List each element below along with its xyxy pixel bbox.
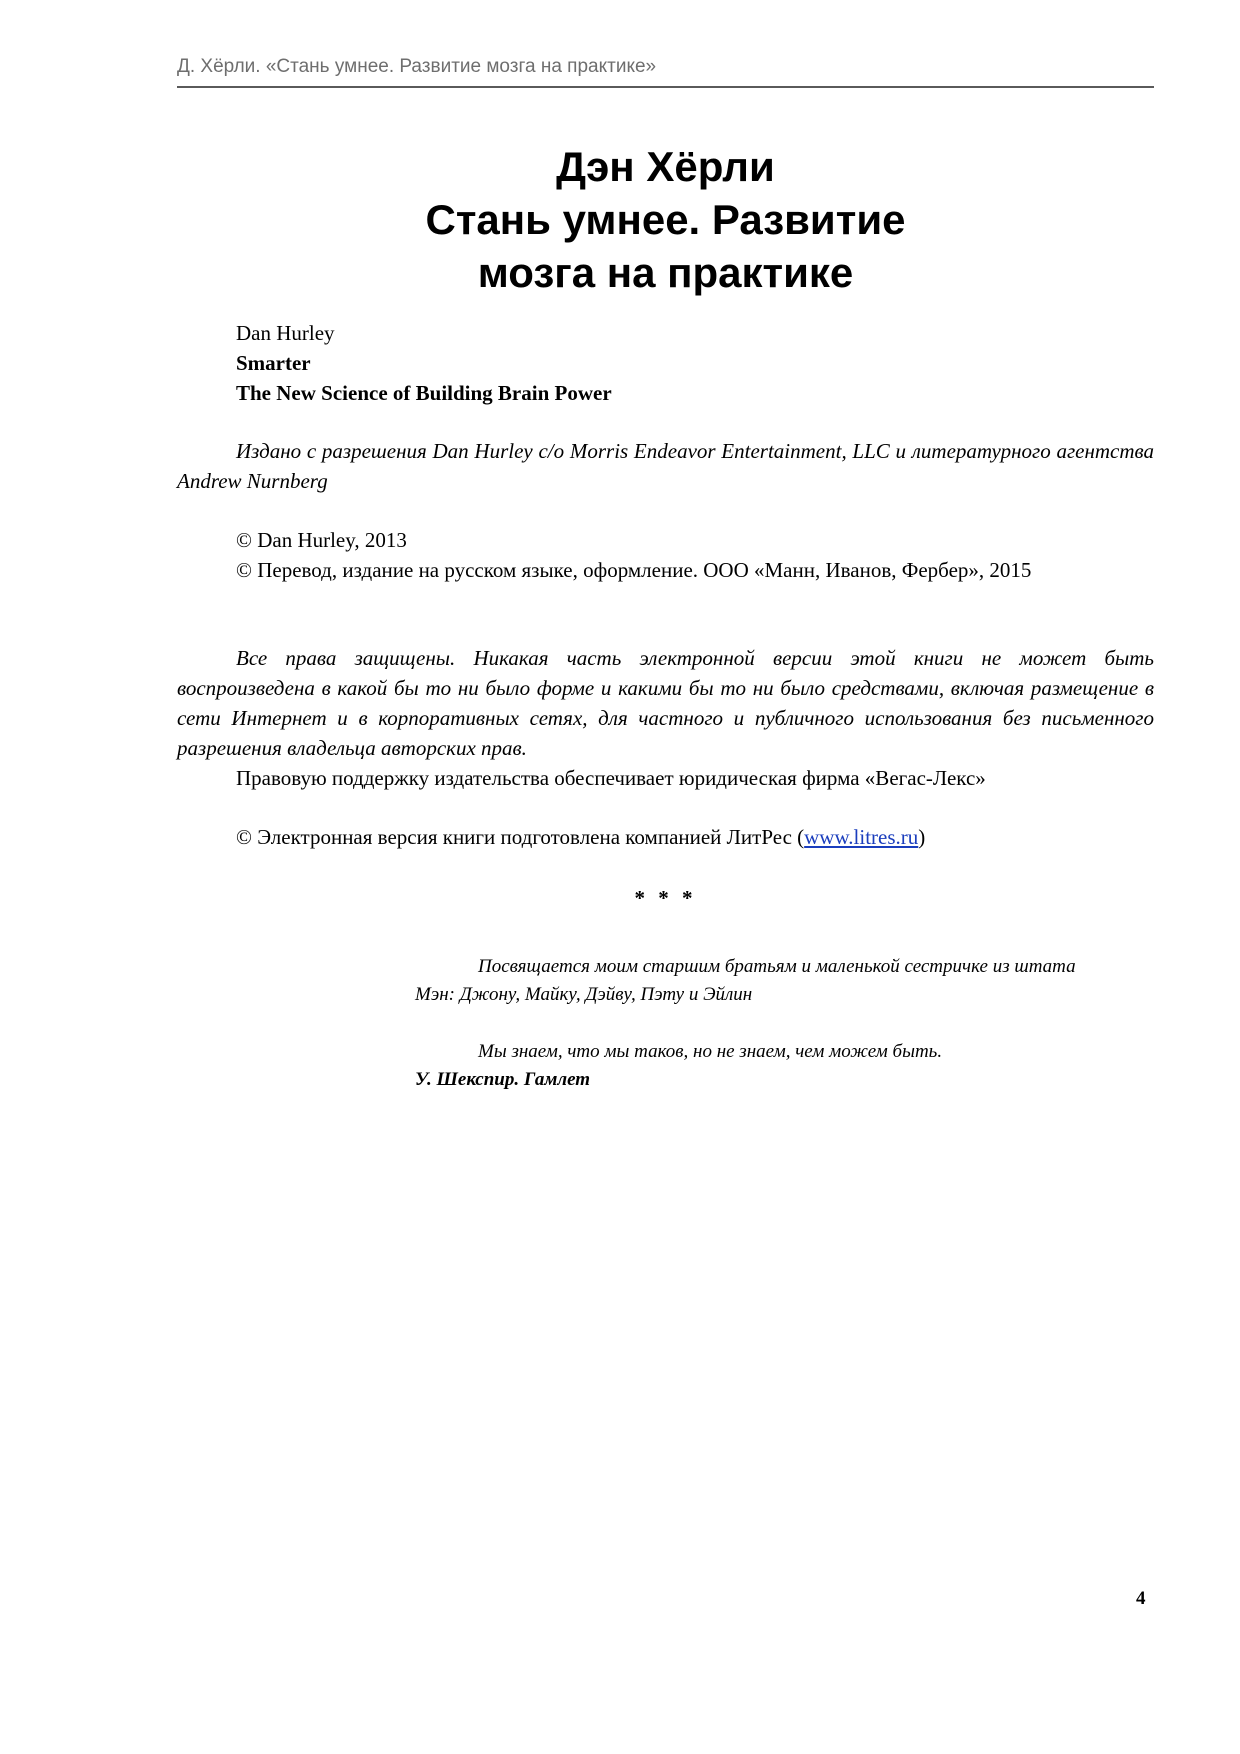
original-author: Dan Hurley [236,321,335,345]
book-title-author: Дэн Хёрли [556,143,775,190]
book-title-line-1: Стань умнее. Развитие [425,196,906,243]
book-title-line-2: мозга на практике [477,249,854,296]
original-edition-info [236,318,612,408]
running-header: Д. Хёрли. «Стань умнее. Развитие мозга на практике» [177,56,657,77]
rights-notice: Все права защищены. Никакая часть электронной версии этой книги не может быть воспроизведена в какой бы то ни было форме и какими бы то ни было средствами, включая размещение в сети Интернет и в корпоративных сетях, для частного и публичного использования без письменного разрешения владельца авторских прав. [177,646,1154,760]
header-divider [177,86,1154,88]
page-number: 4 [1136,1588,1146,1609]
section-separator: * * * [634,886,697,910]
litres-link[interactable]: www.litres.ru [804,825,919,849]
original-title: Smarter [236,351,311,375]
ebook-notice [236,822,925,852]
copyright-translation: © Перевод, издание на русском языке, оформление. ООО «Манн, Иванов, Фербер», 2015 [236,558,1032,582]
legal-support-notice: Правовую поддержку издательства обеспечивает юридическая фирма «Вегас-Лекс» [236,766,986,790]
original-subtitle: The New Science of Building Brain Power [236,381,612,405]
book-title [177,140,1154,299]
epigraph-attribution: У. Шекспир. Гамлет [415,1069,591,1090]
epigraph-quote: Мы знаем, что мы таков, но не знаем, чем можем быть. [478,1041,943,1062]
ebook-notice-close: ) [918,825,926,849]
dedication: Посвящается моим старшим братьям и маленькой сестричке из штата Мэн: Джону, Майку, Дэйву, Пэту и Эйлин [415,956,1076,1005]
copyright-author: © Dan Hurley, 2013 [236,528,407,552]
permission-notice: Издано с разрешения Dan Hurley c/o Morris Endeavor Entertainment, LLC и литературного агентства Andrew Nurnberg [177,439,1154,493]
ebook-notice-text: © Электронная версия книги подготовлена компанией ЛитРес ( [236,825,805,849]
